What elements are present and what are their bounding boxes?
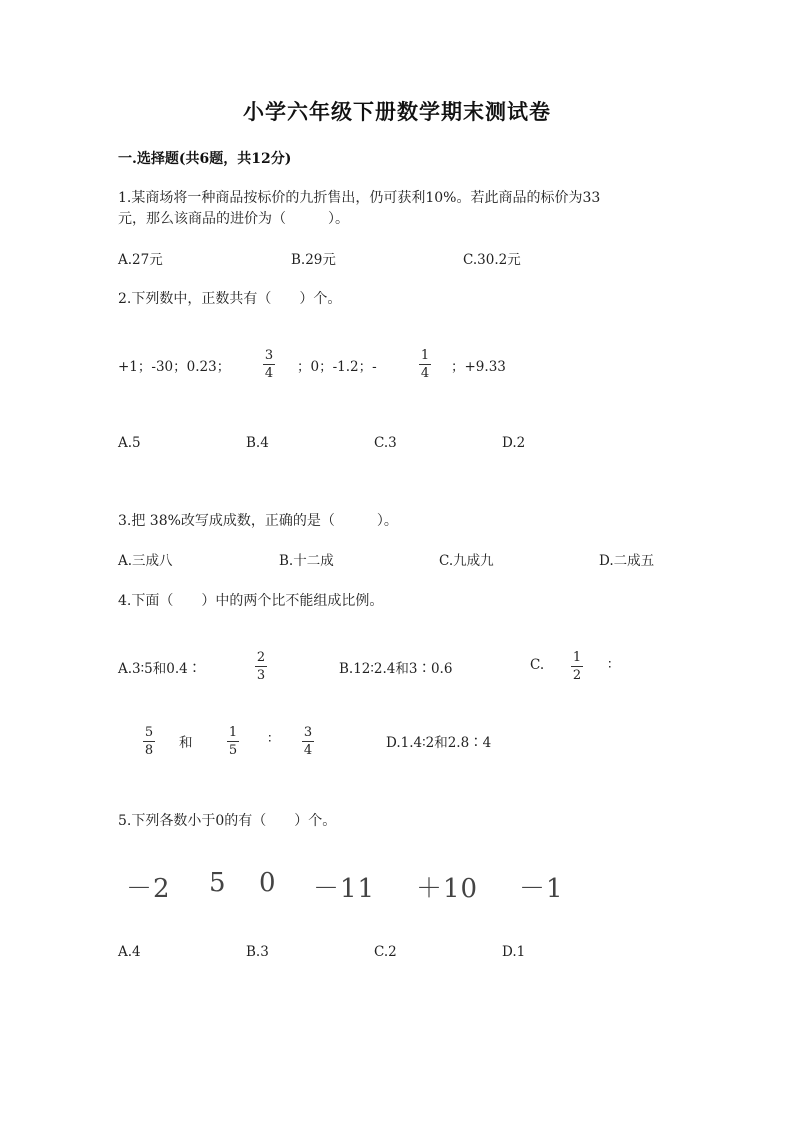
q4-option-a-fraction — [255, 650, 267, 683]
q4-option-c-and: 和 — [179, 735, 193, 751]
q3-option-b: B.十二成 — [279, 553, 334, 569]
denominator: 8 — [144, 743, 154, 758]
q3-option-a: A.三成八 — [118, 553, 173, 569]
q5-option-d: D.1 — [502, 944, 526, 960]
section-heading: 一.选择题(共6题，共12分) — [118, 151, 292, 167]
q5-number-row — [0, 868, 794, 908]
question-1-line-1: 1.某商场将一种商品按标价的九折售出，仍可获利10%。若此商品的标价为33 — [118, 190, 601, 206]
q1-option-c: C.30.2元 — [463, 252, 521, 268]
q5-option-b: B.3 — [246, 944, 269, 960]
q3-option-d: D.二成五 — [599, 553, 655, 569]
denominator: 5 — [228, 743, 238, 758]
q4-option-d: D.1.4∶2和2.8∶4 — [386, 735, 492, 751]
question-1-line-2: 元，那么该商品的进价为（ ）。 — [118, 211, 349, 227]
q4-option-c-fraction-2 — [143, 725, 155, 758]
question-5-text: 5.下列各数小于0的有（ ）个。 — [118, 813, 337, 829]
fraction-bar — [419, 364, 431, 365]
numerator: 3 — [303, 725, 313, 740]
q5-number: －2 — [126, 874, 171, 904]
q1-option-a: A.27元 — [118, 252, 163, 268]
q2-fraction-1 — [263, 348, 275, 381]
q2-option-b: B.4 — [246, 435, 269, 451]
denominator: 3 — [256, 668, 266, 683]
q4-option-b: B.12∶2.4和3∶0.6 — [339, 661, 453, 677]
numerator: 1 — [572, 650, 582, 665]
denominator: 4 — [303, 743, 313, 758]
page-title: 小学六年级下册数学期末测试卷 — [243, 99, 551, 124]
q4-option-c-fraction-3 — [227, 725, 239, 758]
fraction-bar — [143, 741, 155, 742]
question-3-text: 3.把 38%改写成成数，正确的是（ ）。 — [118, 513, 398, 529]
q4-option-c-colon: ∶ — [608, 657, 612, 673]
q2-fraction-2 — [419, 348, 431, 381]
fraction-bar — [227, 741, 239, 742]
q5-number: 5 — [209, 868, 227, 898]
q5-number: －11 — [313, 874, 376, 904]
q4-option-c-label: C. — [530, 657, 545, 673]
denominator: 2 — [572, 668, 582, 683]
q4-option-a-text: A.3∶5和0.4∶ — [118, 661, 202, 677]
q2-option-a: A.5 — [118, 435, 141, 451]
numerator: 1 — [228, 725, 238, 740]
numerator: 1 — [420, 348, 430, 363]
q4-option-c-fraction-4 — [302, 725, 314, 758]
fraction-bar — [571, 666, 583, 667]
q2-option-d: D.2 — [502, 435, 526, 451]
denominator: 4 — [420, 366, 430, 381]
q1-option-b: B.29元 — [291, 252, 336, 268]
question-4-text: 4.下面（ ）中的两个比不能组成比例。 — [118, 593, 384, 609]
q2-numbers-part-1: +1；-30；0.23； — [118, 359, 231, 375]
fraction-bar — [255, 666, 267, 667]
question-2-text: 2.下列数中，正数共有（ ）个。 — [118, 291, 342, 307]
numerator: 2 — [256, 650, 266, 665]
q5-number: 0 — [259, 868, 277, 898]
q3-option-c: C.九成九 — [439, 553, 494, 569]
numerator: 3 — [264, 348, 274, 363]
numerator: 5 — [144, 725, 154, 740]
denominator: 4 — [264, 366, 274, 381]
fraction-bar — [263, 364, 275, 365]
q5-number: ＋10 — [416, 874, 479, 904]
q2-numbers-part-2: ；0；-1.2；- — [297, 359, 377, 375]
q2-numbers-part-3: ；+9.33 — [451, 359, 506, 375]
fraction-bar — [302, 741, 314, 742]
q4-option-c-fraction — [571, 650, 583, 683]
q2-option-c: C.3 — [374, 435, 397, 451]
q4-option-c-colon-2: ∶ — [268, 731, 272, 747]
q5-number: －1 — [519, 874, 564, 904]
q5-option-a: A.4 — [118, 944, 141, 960]
q5-option-c: C.2 — [374, 944, 397, 960]
